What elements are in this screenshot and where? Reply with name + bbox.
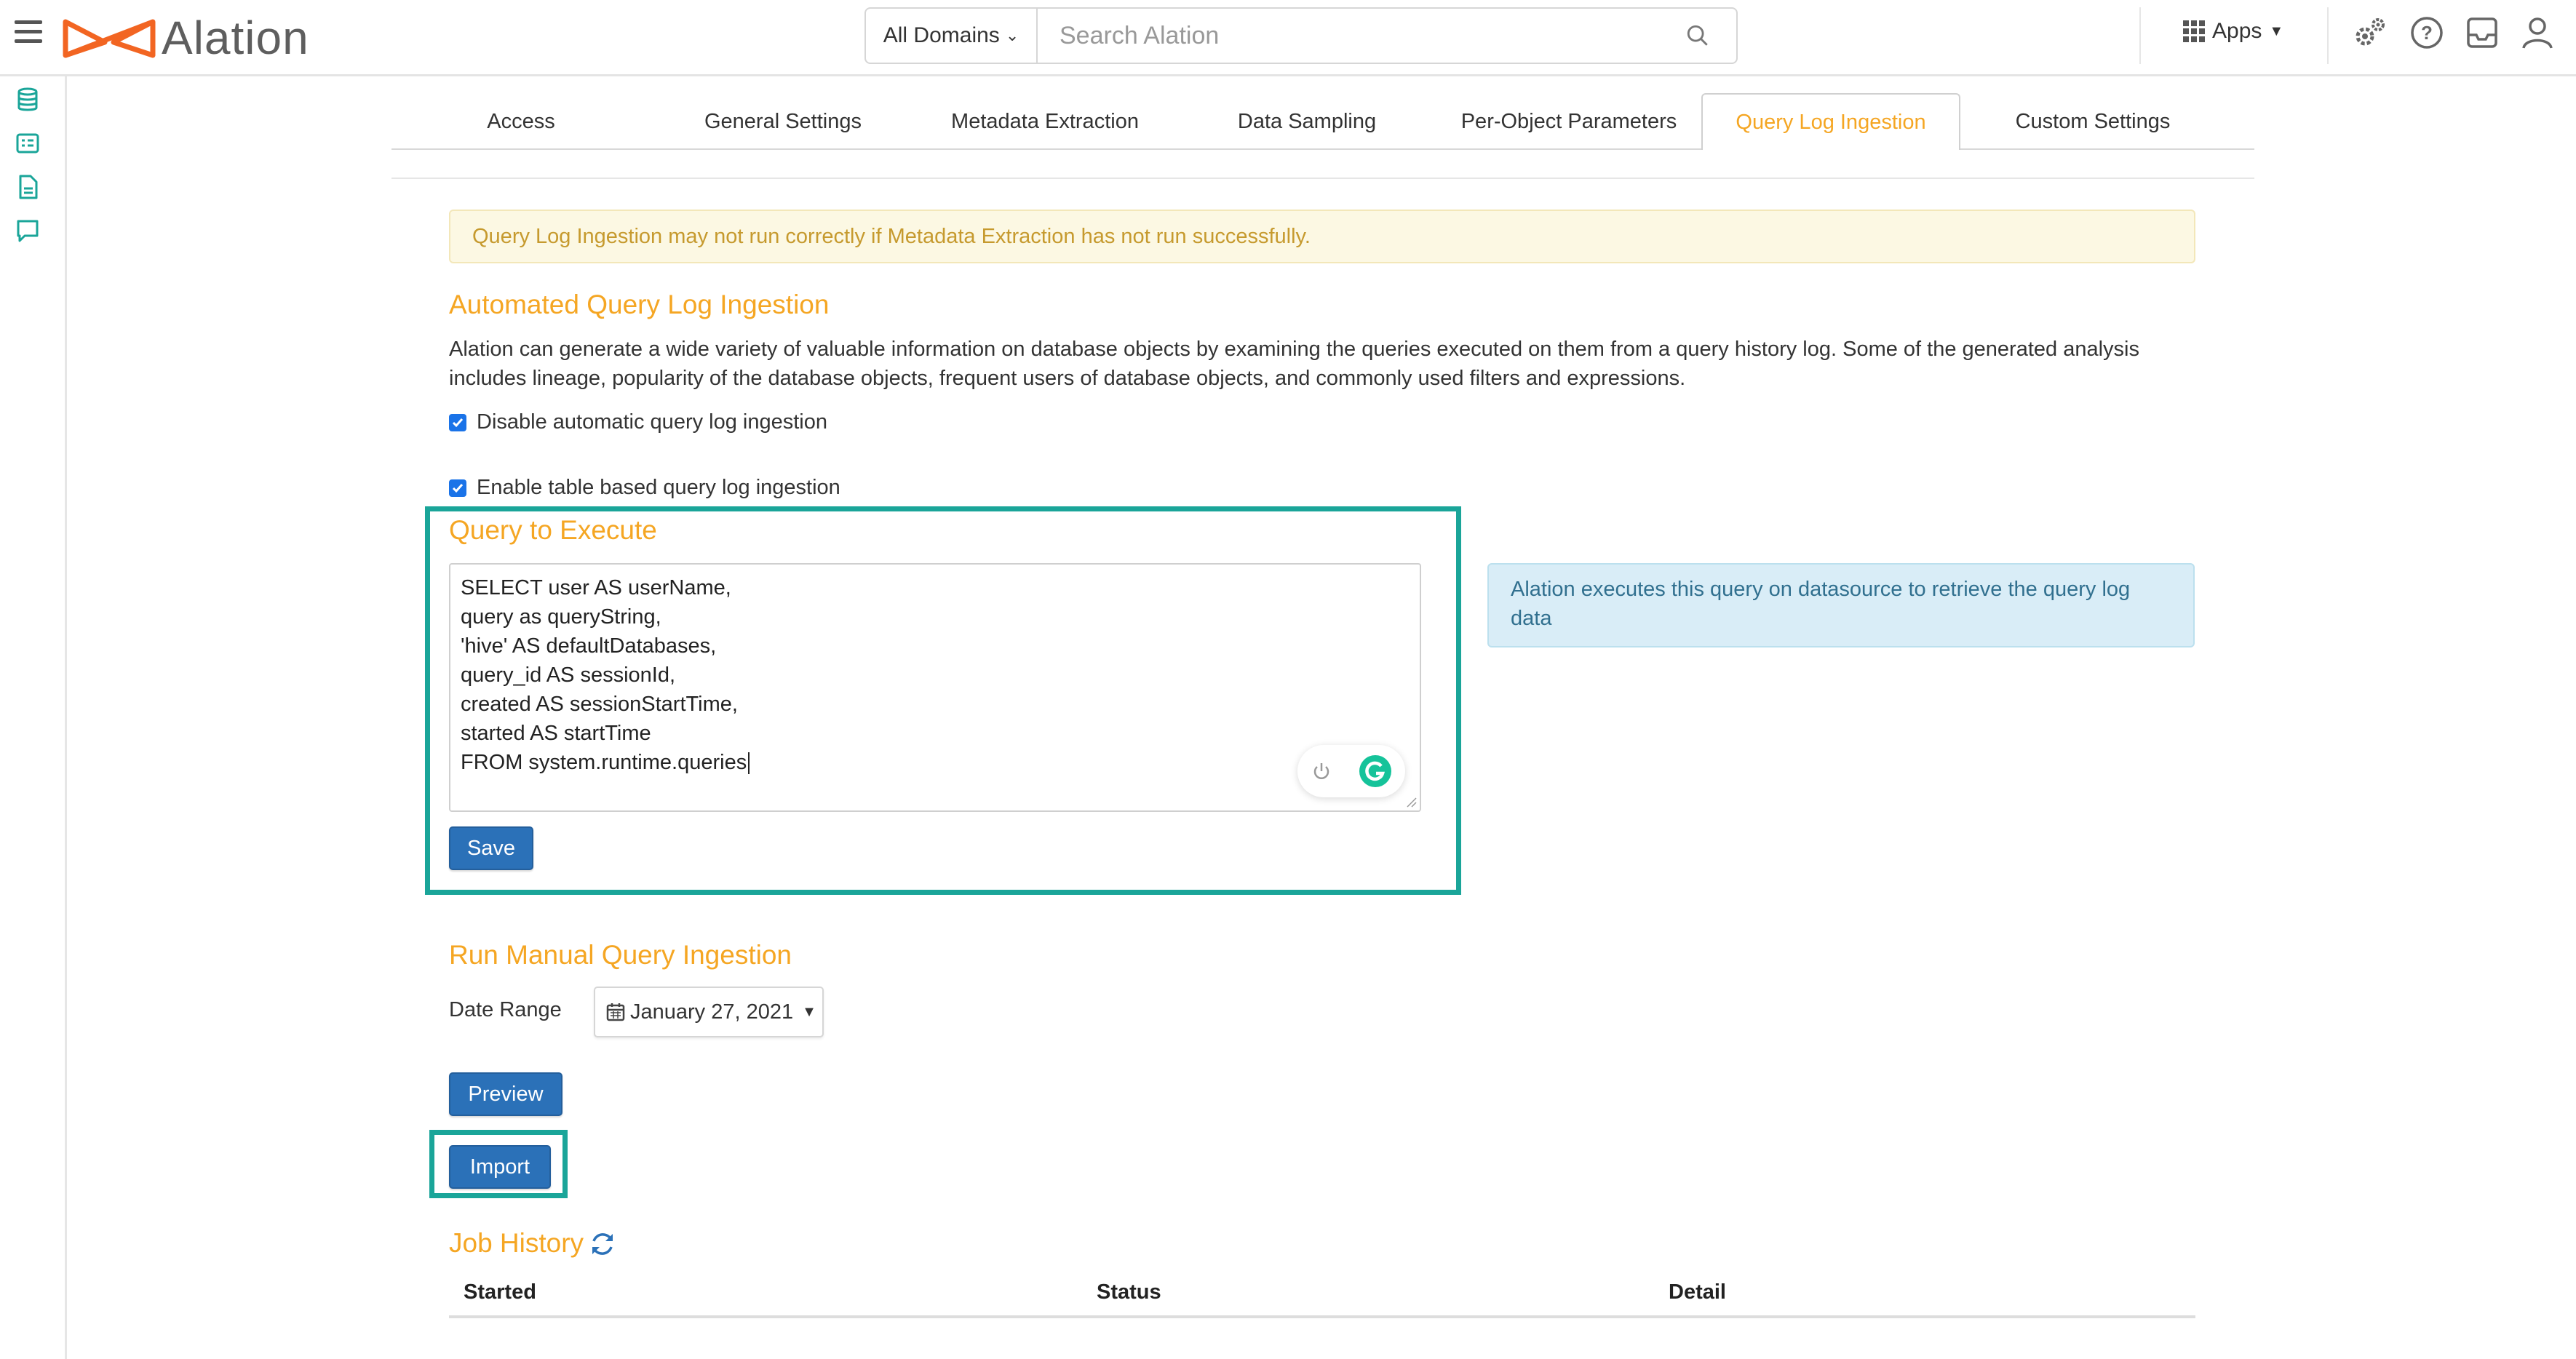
job-history-heading: Job History (449, 1228, 584, 1258)
job-history-table-header (449, 1278, 2195, 1318)
top-bar (0, 0, 2576, 76)
save-button[interactable]: Save (449, 826, 533, 870)
logo-text: Alation (162, 12, 309, 64)
user-profile-icon[interactable] (2519, 15, 2556, 51)
query-line-last (461, 748, 1410, 777)
svg-text:?: ? (2421, 22, 2433, 44)
query-line: query_id AS sessionId, (461, 663, 676, 687)
warning-alert: Query Log Ingestion may not run correctly if Metadata Extraction has not run successfully. (449, 210, 2195, 263)
query-line: SELECT user AS userName, (461, 576, 731, 599)
manual-ingestion-heading: Run Manual Query Ingestion (449, 940, 792, 970)
conversation-icon[interactable] (15, 218, 41, 244)
tab-metadata-extraction[interactable]: Metadata Extraction (951, 109, 1139, 133)
caret-down-icon: ▼ (802, 1003, 816, 1020)
search-input[interactable]: Search Alation (1060, 21, 1220, 49)
grammarly-widget[interactable] (1297, 745, 1405, 797)
hamburger-menu-icon[interactable] (15, 20, 42, 49)
query-line: created AS sessionStartTime, (461, 693, 738, 716)
help-icon[interactable] (2409, 15, 2445, 51)
document-icon[interactable] (15, 174, 41, 200)
checkmark-icon (451, 482, 464, 495)
divider (2327, 7, 2329, 64)
refresh-icon[interactable] (588, 1230, 617, 1259)
tab-custom-settings[interactable]: Custom Settings (2015, 109, 2171, 133)
column-started: Started (464, 1280, 536, 1304)
alation-logo-icon (61, 15, 157, 61)
disable-automatic-ingestion-checkbox[interactable] (449, 414, 466, 431)
left-sidebar (0, 76, 67, 1359)
date-value: January 27, 2021 (630, 1000, 794, 1024)
tab-access[interactable]: Access (487, 109, 555, 133)
apps-label: Apps (2212, 19, 2262, 43)
settings-gears-icon[interactable] (2352, 15, 2388, 51)
import-button[interactable]: Import (449, 1145, 551, 1189)
query-line: query as queryString, (461, 605, 661, 629)
resize-handle-icon[interactable] (1405, 796, 1417, 808)
alation-logo[interactable] (61, 9, 309, 67)
search-bar (864, 7, 1738, 64)
database-icon[interactable] (15, 87, 41, 113)
tab-query-log-ingestion[interactable]: Query Log Ingestion (1701, 93, 1960, 150)
tab-per-object-parameters[interactable]: Per-Object Parameters (1460, 109, 1677, 133)
query-line-text: FROM system.runtime.queries (461, 751, 747, 774)
preview-button[interactable]: Preview (449, 1072, 562, 1116)
disable-automatic-ingestion-row (449, 410, 827, 434)
divider (2139, 7, 2141, 64)
date-range-label: Date Range (449, 998, 562, 1021)
caret-down-icon: ▼ (2269, 23, 2284, 39)
domains-dropdown[interactable] (866, 9, 1038, 63)
query-info-alert: Alation executes this query on datasource to retrieve the query log data (1487, 563, 2195, 647)
apps-grid-icon (2183, 20, 2205, 42)
automated-ingestion-heading: Automated Query Log Ingestion (449, 290, 830, 319)
power-icon[interactable] (1311, 760, 1332, 782)
tab-data-sampling[interactable]: Data Sampling (1237, 109, 1377, 133)
domains-label: All Domains (883, 23, 1000, 47)
catalog-icon[interactable] (15, 130, 41, 156)
settings-tabs (391, 93, 2254, 150)
inbox-icon[interactable] (2464, 15, 2500, 51)
checkmark-icon (451, 416, 464, 429)
disable-automatic-ingestion-label: Disable automatic query log ingestion (477, 410, 827, 434)
grammarly-icon[interactable] (1358, 754, 1393, 789)
enable-table-ingestion-label: Enable table based query log ingestion (477, 476, 840, 499)
query-textarea[interactable] (449, 563, 1421, 812)
tab-general-settings[interactable]: General Settings (704, 109, 862, 133)
enable-table-ingestion-checkbox[interactable] (449, 479, 466, 497)
automated-ingestion-description: Alation can generate a wide variety of valuable information on database objects by examining the queries executed on them from a query history log. Some of the generated analysis includes lineage, popularity of the database objects, frequent users of database objects, and commonly used filters and expressions. (449, 338, 2139, 390)
apps-menu-button[interactable] (2183, 19, 2283, 44)
column-status: Status (1097, 1280, 1161, 1304)
enable-table-ingestion-row (449, 476, 840, 500)
query-line: started AS startTime (461, 722, 651, 745)
date-range-picker[interactable] (594, 987, 824, 1037)
column-detail: Detail (1669, 1280, 1726, 1304)
chevron-down-icon: ⌄ (1005, 26, 1019, 44)
text-cursor (748, 752, 750, 774)
search-icon[interactable] (1685, 23, 1710, 48)
query-line: 'hive' AS defaultDatabases, (461, 634, 717, 658)
query-to-execute-heading: Query to Execute (449, 515, 657, 545)
calendar-icon (605, 1002, 626, 1022)
content-divider (391, 178, 2254, 179)
